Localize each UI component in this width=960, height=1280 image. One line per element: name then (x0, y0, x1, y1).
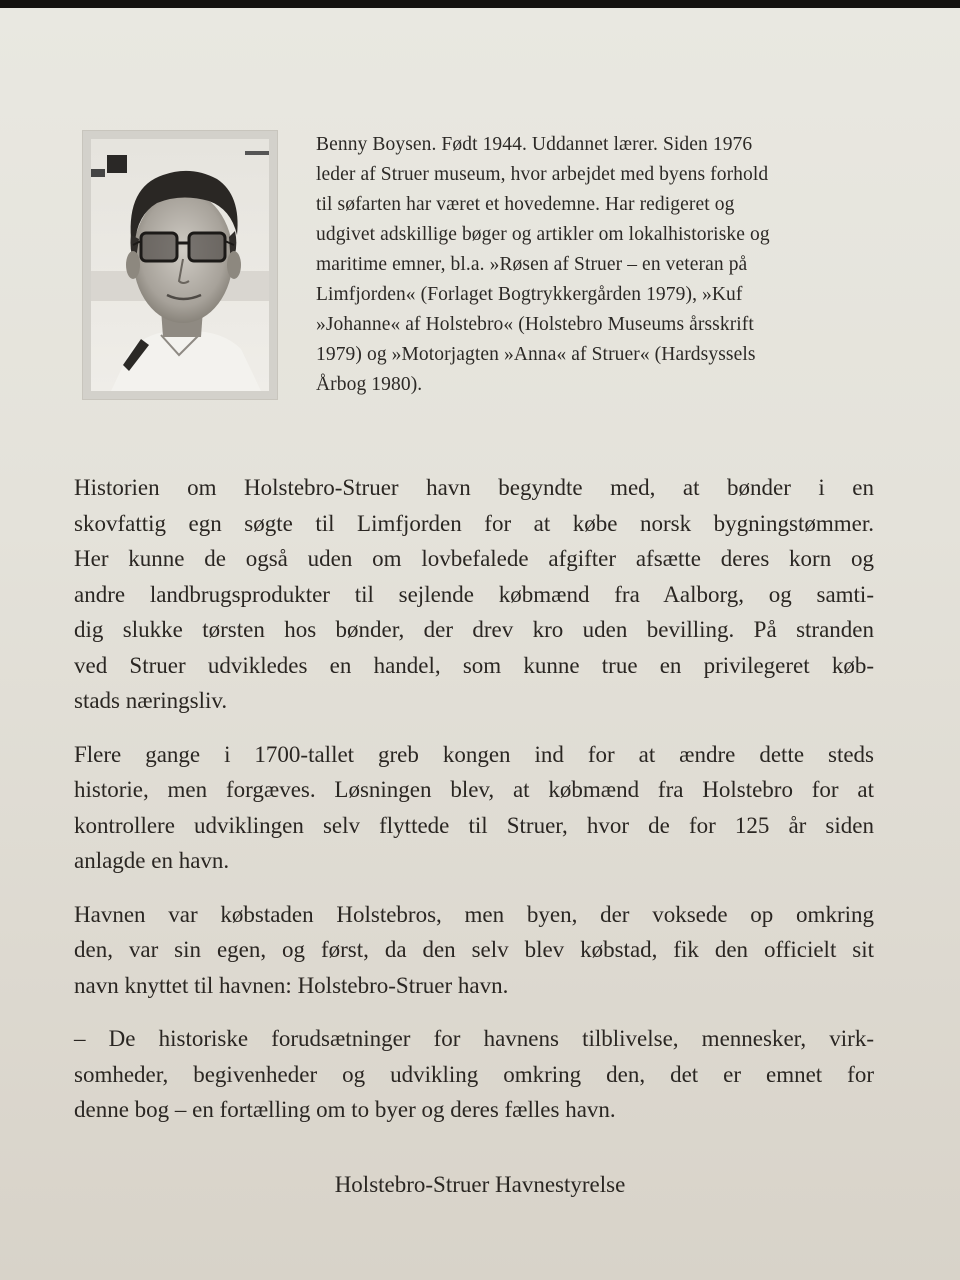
text-line: den, var sin egen, og først, da den selv blev købstad, fik den officielt sit (74, 937, 874, 962)
text-line: Historien om Holstebro-Struer havn begyndte med, at bønder i en (74, 475, 874, 500)
text-line: Her kunne de også uden om lovbefalede afgifter afsætte deres korn og (74, 546, 874, 571)
text-line: stads næringsliv. (74, 688, 228, 713)
text-line: Flere gange i 1700-tallet greb kongen ind for at ændre dette steds (74, 741, 874, 767)
bio-line: Limfjorden« (Forlaget Bogtrykkergården 1979), »Kuf (316, 284, 743, 305)
paragraph (74, 1021, 874, 1128)
text-line: navn knyttet til havnen: Holstebro-Struer havn. (74, 972, 509, 998)
text-line: – De historiske forudsætninger for havnens tilblivelse, mennesker, virk- (74, 1026, 874, 1051)
text-line: skovfattig egn søgte til Limfjorden for at købe norsk bygningstømmer. (74, 510, 874, 536)
bio-line: leder af Struer museum, hvor arbejdet med byens forhold (316, 164, 769, 185)
author-bio (316, 130, 846, 400)
text-line: andre landbrugsprodukter til sejlende købmænd fra Aalborg, og samti- (74, 581, 874, 607)
signature: Holstebro-Struer Havnestyrelse (334, 1172, 626, 1197)
text-line: historie, men forgæves. Løsningen blev, at købmænd fra Holstebro for at (74, 777, 874, 802)
text-line: anlagde en havn. (74, 848, 230, 873)
text-line: denne bog – en fortælling om to byer og deres fælles havn. (74, 1097, 616, 1122)
bio-line: udgivet adskillige bøger og artikler om lokalhistoriske og (316, 224, 770, 245)
text-line: Havnen var købstaden Holstebros, men byen, der voksede op omkring (74, 901, 874, 927)
bio-line: Årbog 1980). (316, 374, 423, 395)
text-line: kontrollere udviklingen selv flyttede til Struer, hvor de for 125 år siden (74, 812, 874, 838)
text-line: ved Struer udvikledes en handel, som kunne true en privilegeret køb- (74, 652, 874, 678)
author-portrait-image (91, 139, 269, 391)
top-edge (0, 0, 960, 8)
text-line: somheder, begivenheder og udvikling omkring den, det er emnet for (74, 1061, 874, 1087)
book-back-cover (0, 8, 960, 1280)
paragraph (74, 737, 874, 879)
bio-line: 1979) og »Motorjagten »Anna« af Struer« (Hardsyssels (316, 344, 756, 365)
bio-line: maritime emner, bl.a. »Røsen af Struer – en veteran på (316, 254, 748, 275)
text-line: dig slukke tørsten hos bønder, der drev kro uden bevilling. På stranden (74, 617, 874, 642)
blurb-text (74, 470, 874, 1146)
bio-line: Benny Boysen. Født 1944. Uddannet lærer. Siden 1976 (316, 134, 753, 155)
paragraph (74, 897, 874, 1004)
author-photo (82, 130, 278, 400)
bio-line: til søfarten har været et hovedemne. Har redigeret og (316, 194, 735, 215)
bio-line: »Johanne« af Holstebro« (Holstebro Museums årsskrift (316, 314, 754, 335)
paragraph (74, 470, 874, 719)
